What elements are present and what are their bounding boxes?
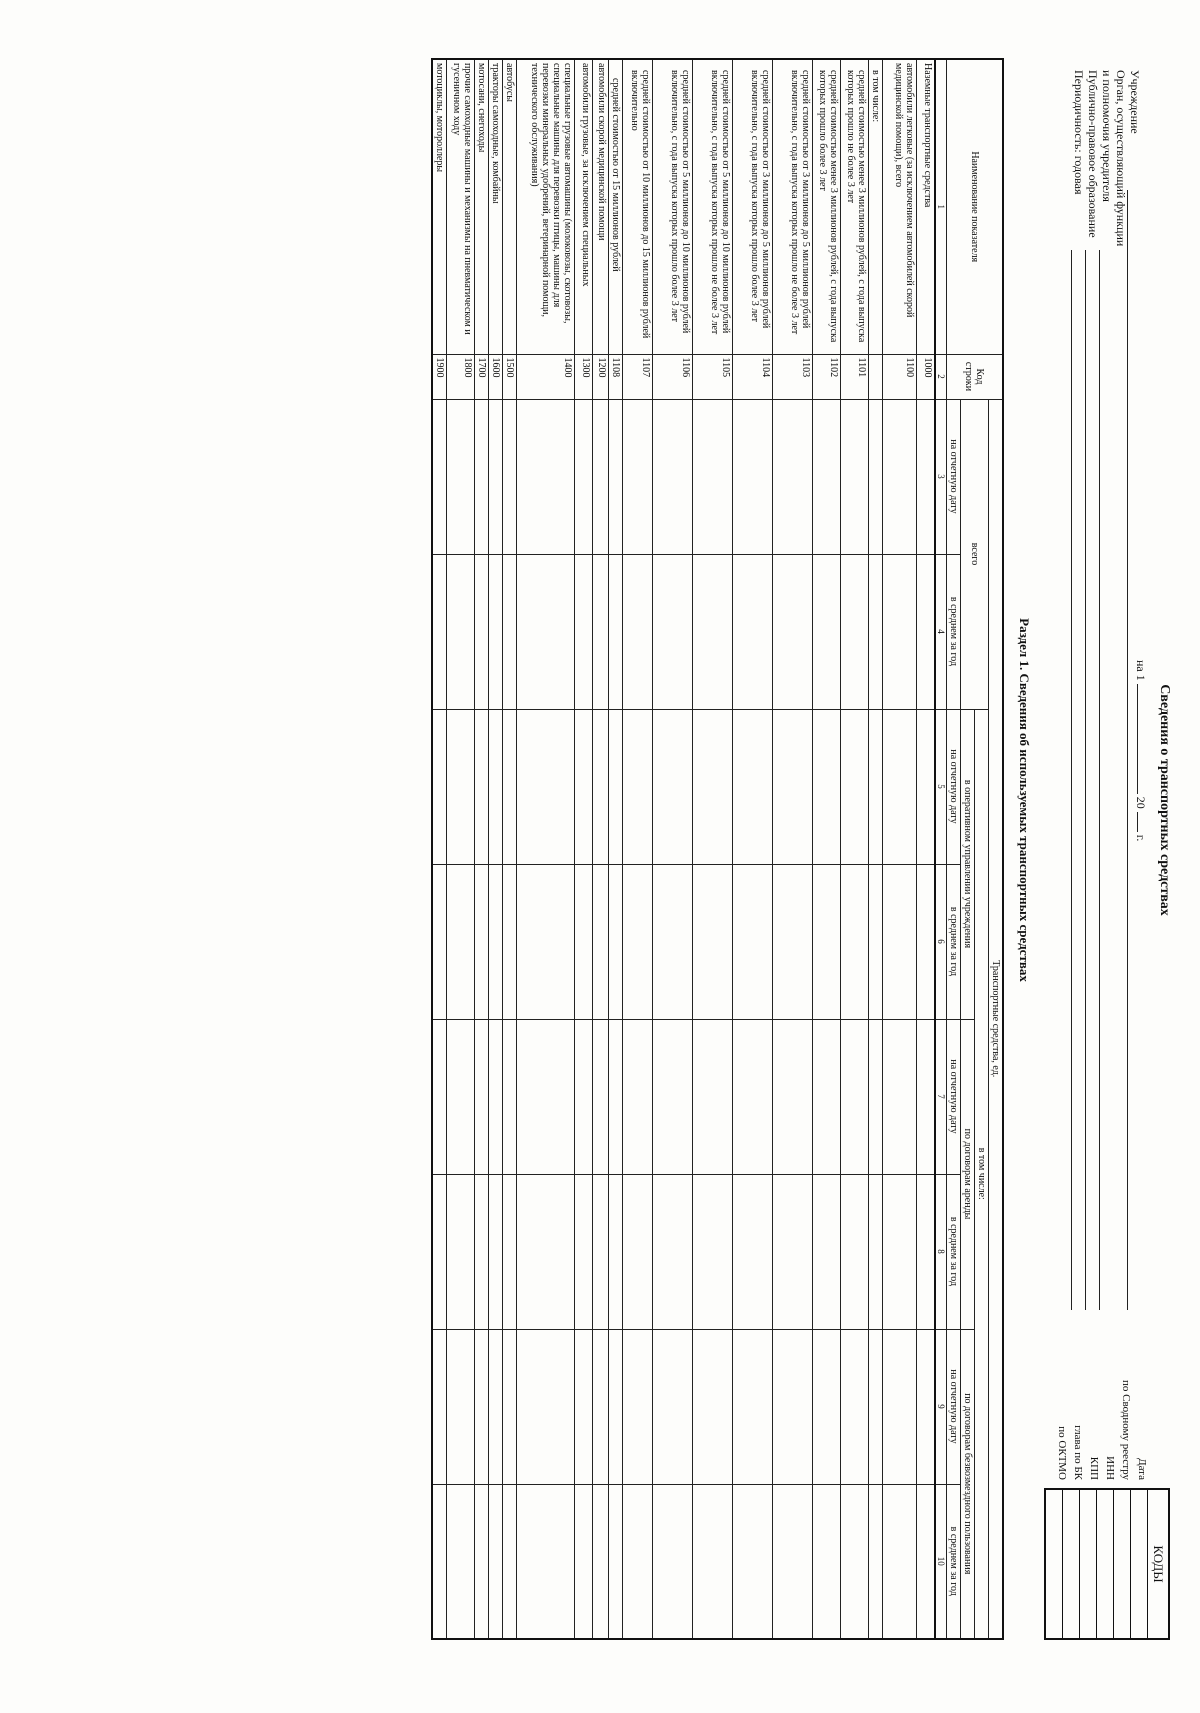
row-name: средней стоимостью от 10 миллионов до 15 миллионов рублей включительно — [623, 59, 653, 354]
column-number: 5 — [935, 709, 947, 864]
value-cell[interactable] — [917, 1329, 935, 1484]
table-row — [575, 59, 593, 1639]
value-cell[interactable] — [575, 709, 593, 864]
code-registry-field[interactable] — [1113, 1490, 1130, 1638]
value-cell[interactable] — [917, 1019, 935, 1174]
value-cell[interactable] — [447, 399, 475, 554]
value-cell[interactable] — [433, 1174, 448, 1329]
label-founder-body: Орган, осуществляющий функции — [1114, 70, 1128, 247]
value-cell[interactable] — [489, 554, 503, 709]
row-name: мотосани, снегоходы — [475, 59, 489, 354]
row-code: 1800 — [447, 354, 475, 399]
value-cell[interactable] — [503, 1174, 517, 1329]
col-head-on-date: на отчетную дату — [947, 1329, 961, 1484]
value-cell[interactable] — [693, 1484, 733, 1639]
value-cell[interactable] — [517, 1019, 575, 1174]
row-code: 1101 — [841, 354, 869, 399]
value-cell[interactable] — [653, 864, 693, 1019]
value-cell[interactable] — [813, 554, 841, 709]
row-name: средней стоимостью от 3 миллионов до 5 миллионов рублей включительно, с года выпуска которых прошло более 3 лет — [733, 59, 773, 354]
value-cell[interactable] — [623, 864, 653, 1019]
value-cell[interactable] — [693, 709, 733, 864]
col-head-on-date: на отчетную дату — [947, 399, 961, 554]
table-row — [609, 59, 623, 1639]
value-cell[interactable] — [575, 1484, 593, 1639]
value-cell[interactable] — [841, 1019, 869, 1174]
col-head-incl: в том числе: — [975, 709, 989, 1639]
value-cell[interactable] — [575, 1174, 593, 1329]
value-cell[interactable] — [813, 1019, 841, 1174]
col-head-name: Наименование показателя — [947, 59, 1004, 354]
value-cell[interactable] — [917, 1174, 935, 1329]
value-cell[interactable] — [869, 1484, 883, 1639]
label-periodicity: Периодичность: годовая — [1072, 70, 1086, 195]
value-cell[interactable] — [575, 864, 593, 1019]
row-name: тракторы самоходные, комбайны — [489, 59, 503, 354]
row-code: 1900 — [433, 354, 448, 399]
row-code: 1104 — [733, 354, 773, 399]
value-cell[interactable] — [883, 554, 917, 709]
value-cell[interactable] — [517, 864, 575, 1019]
founder-body-field[interactable] — [1099, 250, 1100, 1310]
value-cell[interactable] — [447, 709, 475, 864]
value-cell[interactable] — [433, 399, 448, 554]
value-cell[interactable] — [773, 1174, 813, 1329]
column-number: 8 — [935, 1174, 947, 1329]
column-number: 1 — [935, 59, 947, 354]
value-cell[interactable] — [623, 1329, 653, 1484]
value-cell[interactable] — [593, 1484, 609, 1639]
date-suffix: г. — [1134, 834, 1148, 842]
row-name: автомобили легковые (за исключением автомобилей скорой медицинской помощи), всего — [883, 59, 917, 354]
value-cell[interactable] — [693, 864, 733, 1019]
value-cell[interactable] — [693, 1019, 733, 1174]
value-cell[interactable] — [475, 399, 489, 554]
table-row — [447, 59, 475, 1639]
table-row — [503, 59, 517, 1639]
value-cell[interactable] — [593, 399, 609, 554]
value-cell[interactable] — [517, 709, 575, 864]
value-cell[interactable] — [653, 399, 693, 554]
row-name: автомобили грузовые, за исключением специальных — [575, 59, 593, 354]
table-row — [475, 59, 489, 1639]
value-cell[interactable] — [447, 864, 475, 1019]
value-cell[interactable] — [841, 1174, 869, 1329]
row-name: средней стоимостью менее 3 миллионов рублей, с года выпуска которых прошло не более 3 лет — [841, 59, 869, 354]
date-prefix: на 1 — [1134, 660, 1148, 681]
value-cell[interactable] — [733, 864, 773, 1019]
value-cell[interactable] — [773, 709, 813, 864]
row-code: 1700 — [475, 354, 489, 399]
value-cell[interactable] — [517, 399, 575, 554]
value-cell[interactable] — [433, 1329, 448, 1484]
value-cell[interactable] — [733, 399, 773, 554]
value-cell[interactable] — [433, 864, 448, 1019]
value-cell[interactable] — [841, 864, 869, 1019]
date-year-prefix: 20 — [1134, 796, 1148, 809]
value-cell[interactable] — [869, 709, 883, 864]
value-cell[interactable] — [593, 1329, 609, 1484]
table-row — [841, 59, 869, 1639]
row-name: средней стоимостью менее 3 миллионов рублей, с года выпуска которых прошло более 3 лет — [813, 59, 841, 354]
form-title: Сведения о транспортных средствах — [1157, 684, 1172, 916]
column-number: 2 — [935, 354, 947, 399]
col-head-lease: по договорам аренды — [961, 1019, 975, 1329]
value-cell[interactable] — [609, 399, 623, 554]
value-cell[interactable] — [733, 1484, 773, 1639]
value-cell[interactable] — [447, 1174, 475, 1329]
row-code: 1107 — [623, 354, 653, 399]
value-cell[interactable] — [575, 1019, 593, 1174]
value-cell[interactable] — [813, 1174, 841, 1329]
col-head-transport: Транспортные средства, ед. — [989, 399, 1004, 1639]
value-cell[interactable] — [517, 1329, 575, 1484]
value-cell[interactable] — [841, 1484, 869, 1639]
table-row — [623, 59, 653, 1639]
table-body — [433, 59, 936, 1639]
row-name: Наземные транспортные средства — [917, 59, 935, 354]
row-code: 1200 — [593, 354, 609, 399]
value-cell[interactable] — [609, 864, 623, 1019]
value-cell[interactable] — [883, 864, 917, 1019]
value-cell[interactable] — [841, 709, 869, 864]
value-cell[interactable] — [489, 1329, 503, 1484]
value-cell[interactable] — [433, 1484, 448, 1639]
value-cell[interactable] — [517, 1484, 575, 1639]
value-cell[interactable] — [593, 1174, 609, 1329]
row-name: автобусы — [503, 59, 517, 354]
header-labels — [1072, 70, 1142, 300]
report-date-line — [1134, 660, 1148, 960]
value-cell[interactable] — [869, 1019, 883, 1174]
value-cell[interactable] — [575, 1329, 593, 1484]
value-cell[interactable] — [489, 864, 503, 1019]
row-code: 1102 — [813, 354, 841, 399]
col-head-code: Код строки — [947, 354, 1004, 399]
column-number: 7 — [935, 1019, 947, 1174]
value-cell[interactable] — [503, 1484, 517, 1639]
table-row — [693, 59, 733, 1639]
value-cell[interactable] — [841, 554, 869, 709]
value-cell[interactable] — [433, 554, 448, 709]
code-date-field[interactable] — [1130, 1490, 1147, 1638]
value-cell[interactable] — [609, 1484, 623, 1639]
value-cell[interactable] — [475, 709, 489, 864]
value-cell[interactable] — [773, 864, 813, 1019]
value-cell[interactable] — [447, 554, 475, 709]
row-code: 1103 — [773, 354, 813, 399]
value-cell[interactable] — [841, 1329, 869, 1484]
value-cell[interactable] — [503, 1329, 517, 1484]
periodicity-field[interactable] — [1071, 250, 1072, 1310]
value-cell[interactable] — [593, 1019, 609, 1174]
value-cell[interactable] — [623, 1174, 653, 1329]
value-cell[interactable] — [609, 709, 623, 864]
label-founder-body-cont: и полномочия учредителя — [1100, 70, 1114, 202]
table-row — [773, 59, 813, 1639]
value-cell[interactable] — [489, 1484, 503, 1639]
value-cell[interactable] — [773, 1484, 813, 1639]
row-code: 1600 — [489, 354, 503, 399]
value-cell[interactable] — [489, 1174, 503, 1329]
value-cell[interactable] — [447, 1019, 475, 1174]
value-cell[interactable] — [813, 1484, 841, 1639]
value-cell[interactable] — [623, 399, 653, 554]
value-cell[interactable] — [693, 399, 733, 554]
value-cell[interactable] — [447, 1484, 475, 1639]
value-cell[interactable] — [869, 1174, 883, 1329]
codes-box — [1044, 1488, 1170, 1640]
table-row — [869, 59, 883, 1639]
value-cell[interactable] — [883, 709, 917, 864]
value-cell[interactable] — [869, 554, 883, 709]
col-head-on-date: на отчетную дату — [947, 1019, 961, 1174]
row-name: средней стоимостью от 3 миллионов до 5 миллионов рублей включительно, с года выпуска которых прошло не более 3 лет — [773, 59, 813, 354]
value-cell[interactable] — [503, 709, 517, 864]
row-name: средней стоимостью от 15 миллионов рублей — [609, 59, 623, 354]
row-code: 1105 — [693, 354, 733, 399]
value-cell[interactable] — [773, 399, 813, 554]
code-label-bk: глава по БК — [1072, 1425, 1084, 1480]
table-row — [517, 59, 575, 1639]
value-cell[interactable] — [447, 1329, 475, 1484]
value-cell[interactable] — [433, 709, 448, 864]
value-cell[interactable] — [593, 709, 609, 864]
value-cell[interactable] — [733, 1019, 773, 1174]
table-row — [883, 59, 917, 1639]
value-cell[interactable] — [609, 1329, 623, 1484]
value-cell[interactable] — [883, 1329, 917, 1484]
value-cell[interactable] — [813, 1329, 841, 1484]
institution-field[interactable] — [1127, 190, 1128, 1310]
value-cell[interactable] — [917, 709, 935, 864]
value-cell[interactable] — [489, 709, 503, 864]
row-name: автомобили скорой медицинской помощи — [593, 59, 609, 354]
value-cell[interactable] — [813, 864, 841, 1019]
table-row — [917, 59, 935, 1639]
date-day-month-field[interactable] — [1137, 684, 1138, 794]
code-kpp-field[interactable] — [1079, 1490, 1096, 1638]
value-cell[interactable] — [917, 864, 935, 1019]
value-cell[interactable] — [623, 1484, 653, 1639]
table-row — [433, 59, 448, 1639]
value-cell[interactable] — [653, 554, 693, 709]
value-cell[interactable] — [475, 554, 489, 709]
value-cell[interactable] — [773, 1019, 813, 1174]
row-code: 1400 — [517, 354, 575, 399]
value-cell[interactable] — [489, 399, 503, 554]
value-cell[interactable] — [869, 864, 883, 1019]
value-cell[interactable] — [883, 399, 917, 554]
date-year-field[interactable] — [1137, 812, 1138, 832]
value-cell[interactable] — [733, 1174, 773, 1329]
code-label-inn: ИНН — [1104, 1456, 1116, 1480]
value-cell[interactable] — [593, 554, 609, 709]
public-entity-field[interactable] — [1085, 250, 1086, 1310]
row-name: в том числе: — [869, 59, 883, 354]
value-cell[interactable] — [517, 554, 575, 709]
value-cell[interactable] — [693, 554, 733, 709]
col-head-total: всего — [961, 399, 989, 709]
value-cell[interactable] — [841, 399, 869, 554]
column-number-row — [935, 59, 947, 1639]
value-cell[interactable] — [917, 1484, 935, 1639]
value-cell[interactable] — [813, 709, 841, 864]
section-title: Раздел 1. Сведения об используемых транспортных средствах — [1017, 618, 1032, 982]
code-label-registry: по Сводному реестру — [1120, 1380, 1132, 1480]
row-name: средней стоимостью от 5 миллионов до 10 миллионов рублей включительно, с года выпуска которых прошло более 3 лет — [653, 59, 693, 354]
col-head-avg-year: в среднем за год — [947, 864, 961, 1019]
value-cell[interactable] — [917, 554, 935, 709]
value-cell[interactable] — [517, 1174, 575, 1329]
value-cell[interactable] — [475, 1329, 489, 1484]
value-cell[interactable] — [733, 709, 773, 864]
col-head-op-mgmt: в оперативном управлении учреждения — [961, 709, 975, 1019]
value-cell[interactable] — [489, 1019, 503, 1174]
value-cell[interactable] — [623, 554, 653, 709]
row-code: 1300 — [575, 354, 593, 399]
value-cell[interactable] — [593, 864, 609, 1019]
col-head-avg-year: в среднем за год — [947, 554, 961, 709]
code-label-date: Дата — [1136, 1458, 1148, 1480]
value-cell[interactable] — [623, 1019, 653, 1174]
value-cell[interactable] — [475, 1484, 489, 1639]
value-cell[interactable] — [503, 864, 517, 1019]
label-institution: Учреждение — [1128, 70, 1142, 134]
value-cell[interactable] — [883, 1484, 917, 1639]
value-cell[interactable] — [575, 399, 593, 554]
value-cell[interactable] — [869, 1329, 883, 1484]
row-code: 1100 — [883, 354, 917, 399]
value-cell[interactable] — [813, 399, 841, 554]
value-cell[interactable] — [693, 1174, 733, 1329]
column-number: 6 — [935, 864, 947, 1019]
value-cell[interactable] — [609, 1174, 623, 1329]
value-cell[interactable] — [883, 1174, 917, 1329]
col-head-on-date: на отчетную дату — [947, 709, 961, 864]
table-row — [653, 59, 693, 1639]
table-row — [593, 59, 609, 1639]
value-cell[interactable] — [475, 1019, 489, 1174]
row-code: 1500 — [503, 354, 517, 399]
row-name: прочие самоходные машины и механизмы на пневматическом и гусеничном ходу — [447, 59, 475, 354]
value-cell[interactable] — [475, 1174, 489, 1329]
value-cell[interactable] — [609, 1019, 623, 1174]
table-row — [733, 59, 773, 1639]
row-code: 1106 — [653, 354, 693, 399]
row-code — [869, 354, 883, 399]
code-label-oktmo: по ОКТМО — [1056, 1426, 1068, 1480]
row-name: средней стоимостью от 5 миллионов до 10 миллионов рублей включительно, с года выпуска которых прошло не более 3 лет — [693, 59, 733, 354]
value-cell[interactable] — [883, 1019, 917, 1174]
column-number: 10 — [935, 1484, 947, 1639]
value-cell[interactable] — [869, 399, 883, 554]
code-label-kpp: КПП — [1088, 1456, 1100, 1480]
value-cell[interactable] — [917, 399, 935, 554]
value-cell[interactable] — [733, 554, 773, 709]
value-cell[interactable] — [653, 1329, 693, 1484]
col-head-free-use: по договорам безвозмездного пользования — [961, 1329, 975, 1639]
row-name: специальные грузовые автомашины (молоковозы, скотовозы, специальные машины для перевозки птицы, машины для перевозки минеральных удобрений, ветеринарной помощи, технического обслуживания) — [517, 59, 575, 354]
label-public-entity: Публично-правовое образование — [1086, 70, 1100, 238]
value-cell[interactable] — [475, 864, 489, 1019]
value-cell[interactable] — [623, 709, 653, 864]
column-number: 4 — [935, 554, 947, 709]
value-cell[interactable] — [433, 1019, 448, 1174]
row-code: 1000 — [917, 354, 935, 399]
value-cell[interactable] — [653, 709, 693, 864]
value-cell[interactable] — [733, 1329, 773, 1484]
value-cell[interactable] — [503, 399, 517, 554]
column-number: 9 — [935, 1329, 947, 1484]
value-cell[interactable] — [503, 1019, 517, 1174]
codes-title: КОДЫ — [1147, 1490, 1168, 1638]
value-cell[interactable] — [773, 1329, 813, 1484]
row-name: мотоциклы, мотороллеры — [433, 59, 448, 354]
table-row — [489, 59, 503, 1639]
value-cell[interactable] — [609, 554, 623, 709]
code-oktmo-field[interactable] — [1046, 1490, 1062, 1638]
value-cell[interactable] — [653, 1174, 693, 1329]
column-number: 3 — [935, 399, 947, 554]
value-cell[interactable] — [575, 554, 593, 709]
code-inn-field[interactable] — [1096, 1490, 1113, 1638]
value-cell[interactable] — [653, 1019, 693, 1174]
col-head-avg-year: в среднем за год — [947, 1174, 961, 1329]
transport-table — [432, 58, 1005, 1640]
value-cell[interactable] — [693, 1329, 733, 1484]
value-cell[interactable] — [503, 554, 517, 709]
code-bk-field[interactable] — [1062, 1490, 1079, 1638]
col-head-avg-year: в среднем за год — [947, 1484, 961, 1639]
codes-labels — [1054, 1310, 1170, 1480]
value-cell[interactable] — [653, 1484, 693, 1639]
table-row — [813, 59, 841, 1639]
row-code: 1108 — [609, 354, 623, 399]
value-cell[interactable] — [773, 554, 813, 709]
